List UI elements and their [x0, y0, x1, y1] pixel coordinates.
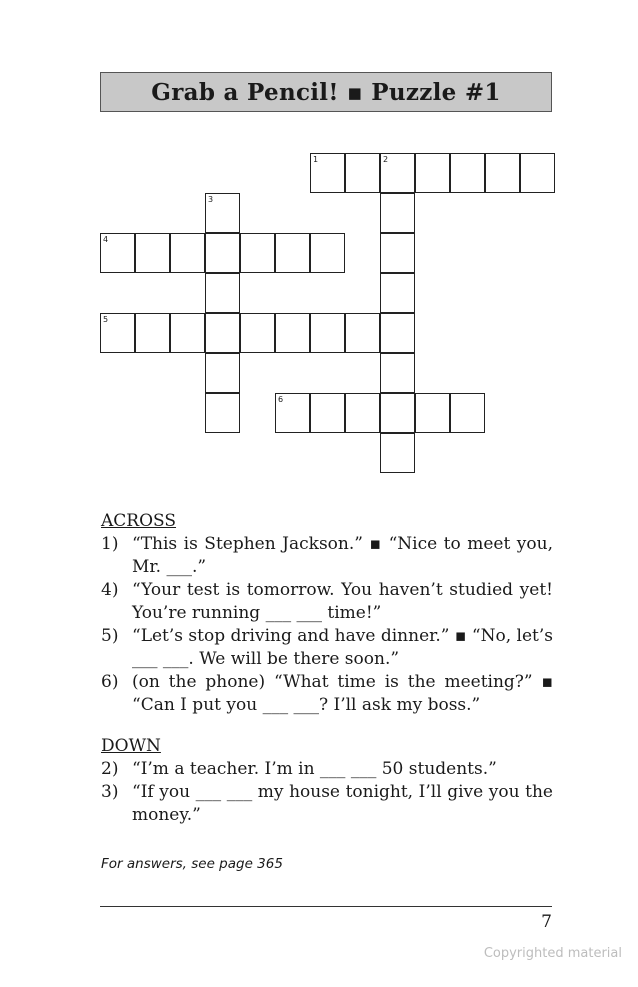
down-clue-3 — [101, 781, 553, 827]
crossword-cell[interactable] — [380, 273, 415, 313]
across-clue-1 — [101, 533, 553, 579]
crossword-cell[interactable] — [345, 313, 380, 353]
crossword-cell[interactable] — [135, 313, 170, 353]
clue-number: 4) — [101, 580, 119, 600]
crossword-cell[interactable] — [415, 393, 450, 433]
clue-number: 6) — [101, 672, 119, 692]
crossword-cell[interactable] — [240, 233, 275, 273]
crossword-cell[interactable] — [345, 153, 380, 193]
crossword-cell[interactable] — [380, 353, 415, 393]
across-heading: ACROSS — [101, 511, 177, 531]
clue-text: “Let’s stop driving and have dinner.” ▪ “No, let’s ___ ___. We will be there soon.” — [132, 626, 553, 669]
clue-text: “This is Stephen Jackson.” ▪ “Nice to meet you, Mr. ___.” — [132, 534, 553, 577]
clue-number: 1) — [101, 534, 119, 554]
crossword-cell[interactable] — [170, 233, 205, 273]
puzzle-title: Grab a Pencil! ▪ Puzzle #1 — [100, 72, 552, 112]
crossword-cell[interactable] — [205, 233, 240, 273]
crossword-cell[interactable] — [240, 313, 275, 353]
cell-number: 4 — [103, 235, 109, 244]
crossword-cell[interactable] — [450, 393, 485, 433]
crossword-cell[interactable] — [205, 393, 240, 433]
crossword-cell[interactable] — [310, 393, 345, 433]
crossword-cell[interactable] — [380, 313, 415, 353]
crossword-cell[interactable] — [415, 153, 450, 193]
cell-number: 1 — [313, 155, 319, 164]
crossword-cell[interactable] — [205, 273, 240, 313]
clue-text: “If you ___ ___ my house tonight, I’ll give you the money.” — [132, 782, 553, 825]
crossword-cell[interactable] — [345, 393, 380, 433]
crossword-cell[interactable] — [380, 153, 415, 193]
cell-number: 5 — [103, 315, 109, 324]
crossword-cell[interactable] — [380, 393, 415, 433]
clue-number: 3) — [101, 782, 119, 802]
crossword-cell[interactable] — [135, 233, 170, 273]
cell-number: 6 — [278, 395, 284, 404]
crossword-cell[interactable] — [170, 313, 205, 353]
clues — [101, 510, 553, 827]
down-section — [101, 735, 553, 827]
crossword-cell[interactable] — [520, 153, 555, 193]
crossword-cell[interactable] — [310, 313, 345, 353]
cell-number: 3 — [208, 195, 214, 204]
clue-number: 2) — [101, 759, 119, 779]
crossword-cell[interactable] — [380, 233, 415, 273]
clue-text: “I’m a teacher. I’m in ___ ___ 50 students.” — [132, 759, 497, 779]
page-number: 7 — [541, 912, 552, 932]
crossword-cell[interactable] — [380, 433, 415, 473]
crossword-cell[interactable] — [380, 193, 415, 233]
answers-footnote: For answers, see page 365 — [101, 856, 283, 872]
cell-number: 2 — [383, 155, 389, 164]
down-heading: DOWN — [101, 736, 161, 756]
crossword-cell[interactable] — [275, 233, 310, 273]
across-clue-5 — [101, 625, 553, 671]
crossword-cell[interactable] — [310, 153, 345, 193]
crossword-cell[interactable] — [205, 313, 240, 353]
crossword-cell[interactable] — [205, 353, 240, 393]
across-section — [101, 510, 553, 717]
crossword-cell[interactable] — [100, 313, 135, 353]
crossword-cell[interactable] — [100, 233, 135, 273]
crossword-cell[interactable] — [450, 153, 485, 193]
across-clue-4 — [101, 579, 553, 625]
footer-divider — [100, 906, 552, 907]
copyright-watermark: Copyrighted material — [483, 946, 622, 961]
clue-number: 5) — [101, 626, 119, 646]
crossword-cell[interactable] — [275, 393, 310, 433]
crossword-cell[interactable] — [275, 313, 310, 353]
down-clue-2 — [101, 758, 553, 781]
crossword-cell[interactable] — [310, 233, 345, 273]
across-clue-6 — [101, 671, 553, 717]
clue-text: (on the phone) “What time is the meeting?” ▪ “Can I put you ___ ___? I’ll ask my boss.” — [132, 672, 553, 715]
clue-text: “Your test is tomorrow. You haven’t studied yet! You’re running ___ ___ time!” — [132, 580, 553, 623]
crossword-cell[interactable] — [485, 153, 520, 193]
crossword-cell[interactable] — [205, 193, 240, 233]
